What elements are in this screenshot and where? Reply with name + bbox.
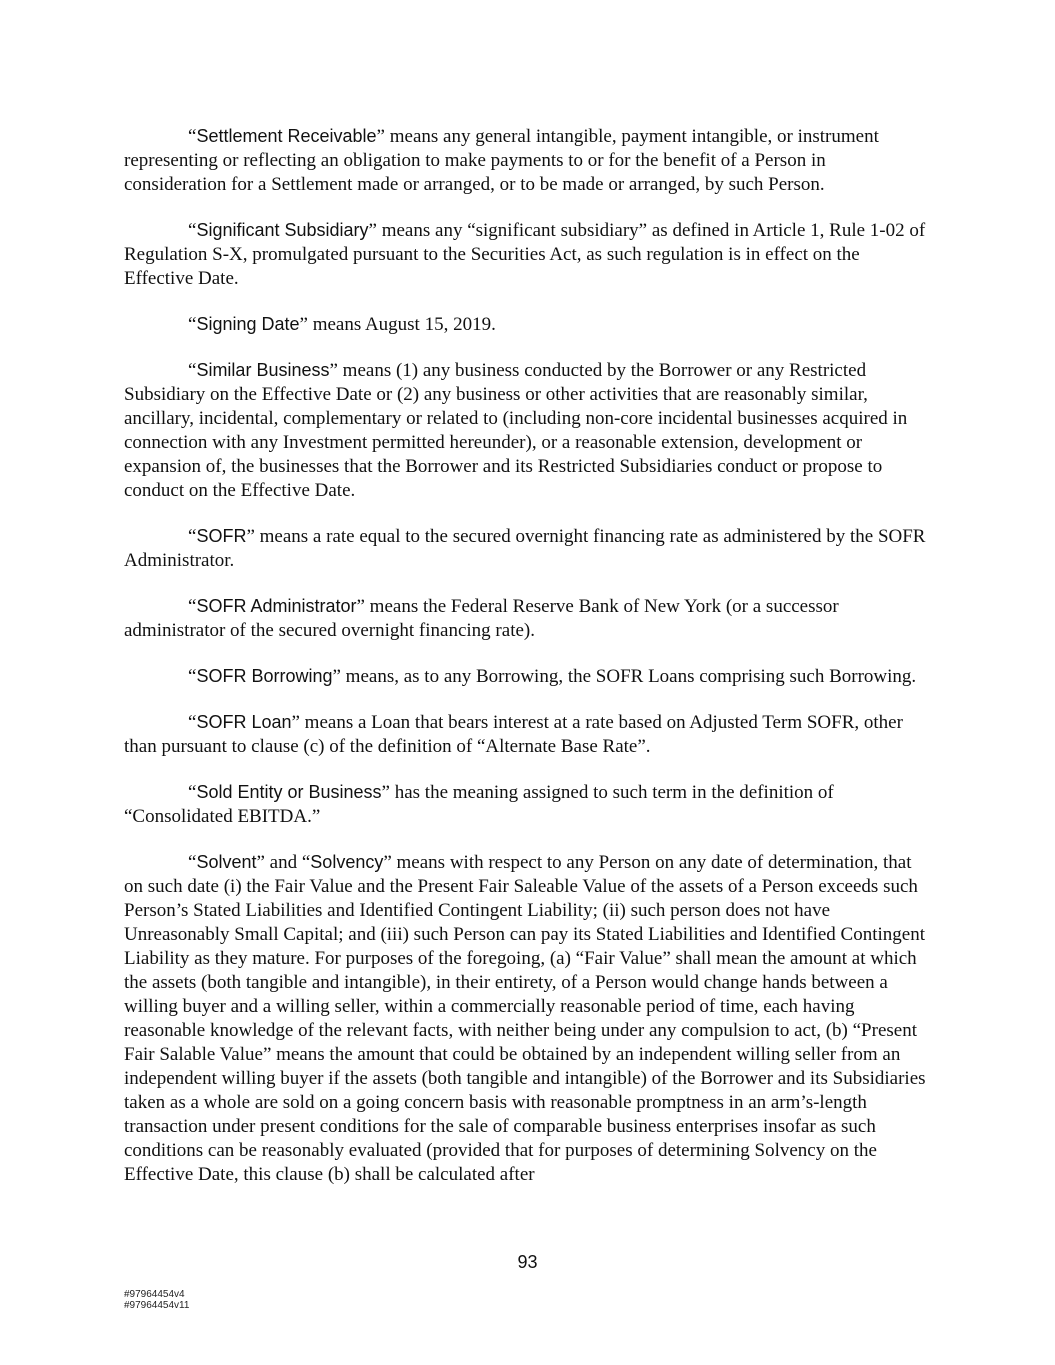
defined-term: SOFR Administrator (196, 596, 357, 616)
defined-term: Solvent (196, 852, 257, 872)
defined-term: Solvency (310, 852, 384, 872)
defined-term: Significant Subsidiary (196, 220, 369, 240)
defined-term: SOFR (196, 526, 247, 546)
definition-text: means August 15, 2019. (307, 314, 496, 335)
defined-term: SOFR Borrowing (196, 666, 333, 686)
definition-text: means a rate equal to the secured overnight financing rate as administered by the SOFR Administrator. (124, 526, 926, 571)
definition-sofr: “SOFR” means a rate equal to the secured overnight financing rate as administered by the SOFR Administrator. (124, 526, 926, 571)
defined-term: Sold Entity or Business (196, 782, 382, 802)
definition-text: means any general intangible, payment intangible, or instrument representing or reflecting an obligation to make payments to or for the benefit of a Person in consideration for a Settlement made or arranged, or to be made or arranged, by such Person. (124, 126, 879, 195)
definition-text: means, as to any Borrowing, the SOFR Loans comprising such Borrowing. (340, 666, 917, 687)
definition-sold-entity-or-business: “Sold Entity or Business” has the meaning assigned to such term in the definition of “Consolidated EBITDA.” (124, 782, 834, 827)
definition-similar-business: “Similar Business” means (1) any business conducted by the Borrower or any Restricted Subsidiary on the Effective Date or (2) any business or other activities that are reasonably similar, ancillary, incidental, complementary or related to (including non-core incidental businesses acquired in connection with any Investment permitted hereunder), or a reasonable extension, development or expansion of, the businesses that the Borrower and its Restricted Subsidiaries conduct or propose to conduct on the Effective Date. (124, 360, 908, 501)
page-number: 93 (517, 1252, 538, 1272)
definitions-section (124, 124, 930, 1208)
definition-text: means any “significant subsidiary” as defined in Article 1, Rule 1-02 of Regulation S-X, promulgated pursuant to the Securities Act, as such regulation is in effect on the Effective Date. (124, 220, 926, 289)
term-connector: and (264, 852, 302, 873)
definition-settlement-receivable: “Settlement Receivable” means any general intangible, payment intangible, or instrument representing or reflecting an obligation to make payments to or for the benefit of a Person in consideration for a Settlement made or arranged, or to be made or arranged, by such Person. (124, 126, 879, 195)
document-ids (124, 1289, 189, 1311)
defined-term: SOFR Loan (196, 712, 292, 732)
defined-term: Signing Date (196, 314, 300, 334)
document-id: #97964454v11 (124, 1300, 190, 1311)
definition-sofr-borrowing: “SOFR Borrowing” means, as to any Borrowing, the SOFR Loans comprising such Borrowing. (188, 666, 917, 687)
defined-term: Settlement Receivable (196, 126, 377, 146)
definition-text: means with respect to any Person on any date of determination, that on such date (i) the Fair Value and the Present Fair Saleable Value of the assets of a Person exceeds such Person’s Stated Liabilities and Identified Contingent Liability; (ii) such person does not have Unreasonably Small Capital; and (iii) such Person can pay its Stated Liabilities and Identified Contingent Liability as they mature. For purposes of the foregoing, (a) “Fair Value” shall mean the amount at which the assets (both tangible and intangible), in their entirety, of a Person would change hands between a willing buyer and a willing seller, within a commercially reasonable period of time, each having reasonable knowledge of the relevant facts, with neither being under any compulsion to act, (b) “Present Fair Salable Value” means the amount that could be obtained by an independent willing seller from an independent willing buyer if the assets (both tangible and intangible) of the Borrower and its Subsidiaries taken as a whole are sold on a going concern basis with reasonable promptness in an arm’s-length transaction under present conditions for the sale of comparable business enterprises insofar as such conditions can be reasonably evaluated (provided that for purposes of determining Solvency on the Effective Date, this clause (b) shall be calculated after (124, 852, 926, 1185)
definition-signing-date: “Signing Date” means August 15, 2019. (188, 314, 496, 335)
definition-text: means (1) any business conducted by the Borrower or any Restricted Subsidiary on the Effective Date or (2) any business or other activities that are reasonably similar, ancillary, incidental, complementary or related to (including non-core incidental businesses acquired in connection with any Investment permitted hereunder), or a reasonable extension, development or expansion of, the businesses that the Borrower and its Restricted Subsidiaries conduct or propose to conduct on the Effective Date. (124, 360, 908, 501)
document-id: #97964454v4 (124, 1289, 185, 1300)
definition-solvent: “Solvent” and “Solvency” means with respect to any Person on any date of determination, that on such date (i) the Fair Value and the Present Fair Saleable Value of the assets of a Person exceeds such Person’s Stated Liabilities and Identified Contingent Liability; (ii) such person does not have Unreasonably Small Capital; and (iii) such Person can pay its Stated Liabilities and Identified Contingent Liability as they mature. For purposes of the foregoing, (a) “Fair Value” shall mean the amount at which the assets (both tangible and intangible), in their entirety, of a Person would change hands between a willing buyer and a willing seller, within a commercially reasonable period of time, each having reasonable knowledge of the relevant facts, with neither being under any compulsion to act, (b) “Present Fair Salable Value” means the amount that could be obtained by an independent willing seller from an independent willing buyer if the assets (both tangible and intangible) of the Borrower and its Subsidiaries taken as a whole are sold on a going concern basis with reasonable promptness in an arm’s-length transaction under present conditions for the sale of comparable business enterprises insofar as such conditions can be reasonably evaluated (provided that for purposes of determining Solvency on the Effective Date, this clause (b) shall be calculated after (124, 852, 926, 1185)
defined-term: Similar Business (196, 360, 330, 380)
definition-sofr-loan: “SOFR Loan” means a Loan that bears interest at a rate based on Adjusted Term SOFR, other than pursuant to clause (c) of the definition of “Alternate Base Rate”. (124, 712, 903, 757)
definition-text: means a Loan that bears interest at a rate based on Adjusted Term SOFR, other than pursuant to clause (c) of the definition of “Alternate Base Rate”. (124, 712, 903, 757)
definition-significant-subsidiary: “Significant Subsidiary” means any “significant subsidiary” as defined in Article 1, Rule 1-02 of Regulation S-X, promulgated pursuant to the Securities Act, as such regulation is in effect on the Effective Date. (124, 220, 926, 289)
definition-sofr-administrator: “SOFR Administrator” means the Federal Reserve Bank of New York (or a successor administrator of the secured overnight financing rate). (124, 596, 839, 641)
definition-text: means the Federal Reserve Bank of New York (or a successor administrator of the secured overnight financing rate). (124, 596, 839, 641)
definition-text: has the meaning assigned to such term in the definition of “Consolidated EBITDA.” (124, 782, 834, 827)
